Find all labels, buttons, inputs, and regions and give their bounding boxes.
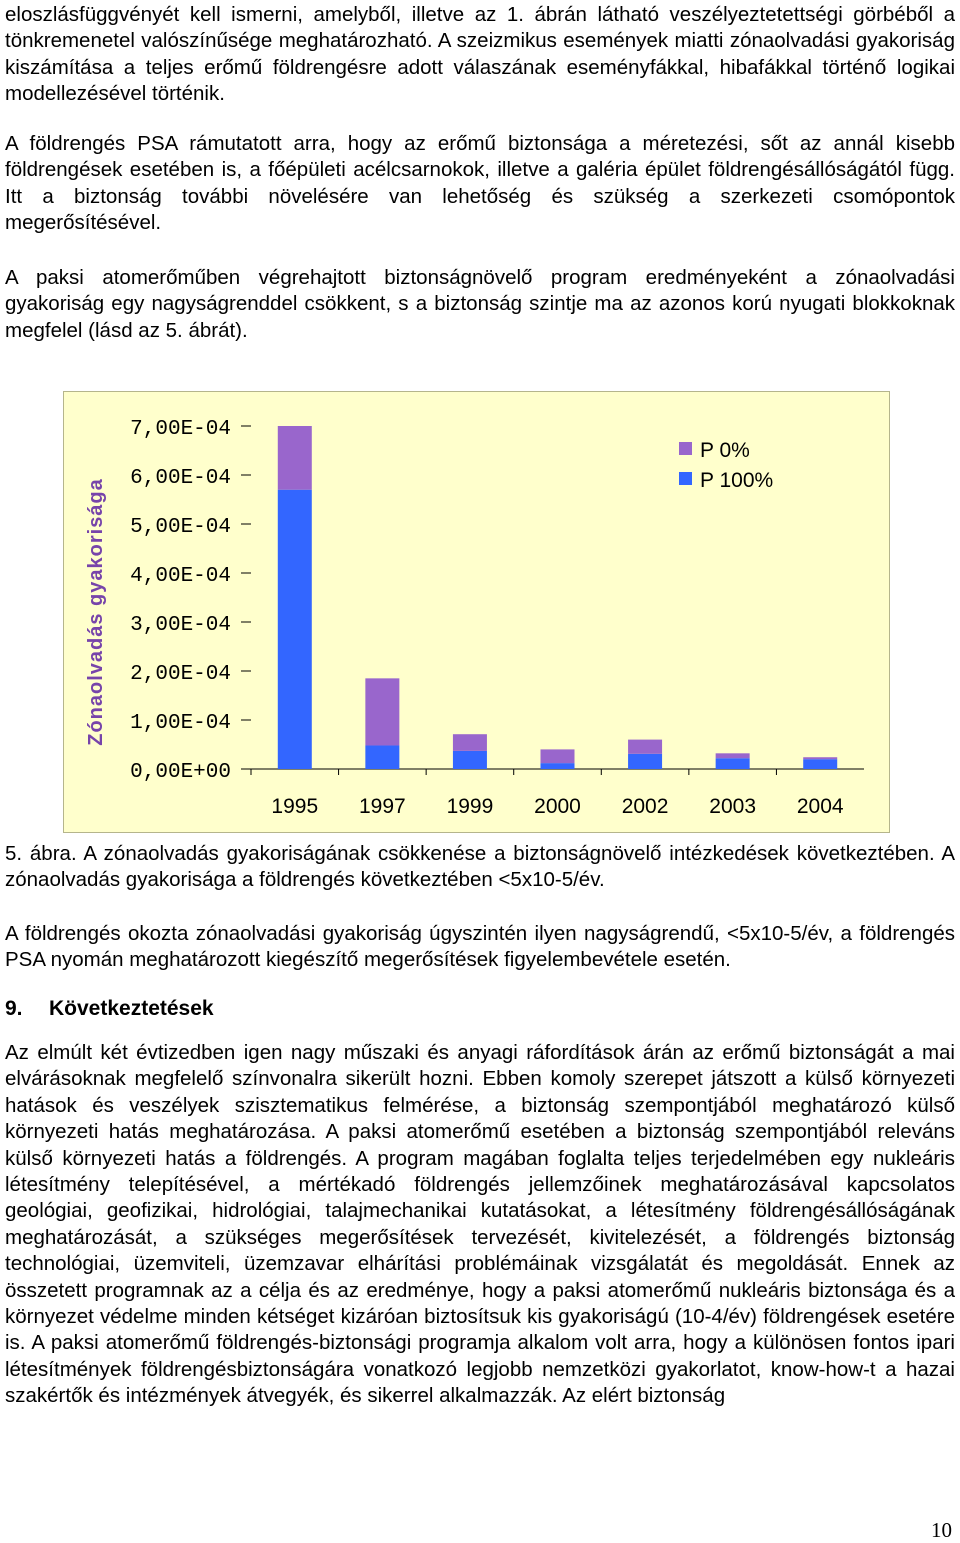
section-title: Következtetések [49,997,214,1020]
x-tick-label: 2003 [709,795,757,818]
paragraph-psa: A földrengés PSA rámutatott arra, hogy az erőmű biztonsága a méretezési, sőt az annál kisebb földrengések esetében is, a főépületi acélcsarnokok, illetve a galéria épület földrengésállóságától függ. Itt a biztonság további növelésére van lehetőség és szükség a szerkezeti csomópontok megerősítésével. [5,132,955,235]
x-tick-label: 1997 [358,795,406,818]
chart-panel [63,391,890,833]
bar-1997-p100 [365,745,399,769]
paragraph-earthquake-frequency: A földrengés okozta zónaolvadási gyakoriság úgyszintén ilyen nagyságrendű, <5x10-5/év, a földrengés PSA nyomán meghatározott kiegészítő megerősítések figyelembevétele esetén. [5,922,955,972]
y-tick-label: 5,00E-04 [130,516,231,539]
x-tick-label: 2000 [534,795,581,818]
x-tick-label: 1995 [271,795,319,818]
y-tick-label: 3,00E-04 [130,614,231,637]
bar-2004-p0 [803,757,837,759]
bar-2002-p100 [628,754,662,769]
x-tick-label: 1999 [446,795,494,818]
bar-2000-p0 [541,749,575,763]
bar-chart [64,392,889,832]
paragraph-paks-program: A paksi atomerőműben végrehajtott biztonságnövelő program eredményeként a zónaolvadási gyakoriság egy nagyságrenddel csökkent, s a biztonság szintje ma az azonos korú nyugati blokkoknak megfelel (lásd az 5. ábrát). [5,266,955,342]
legend-swatch [679,442,692,455]
legend-swatch [679,472,692,485]
y-tick-label: 7,00E-04 [130,418,231,441]
y-tick-label: 1,00E-04 [130,712,231,735]
y-tick-label: 6,00E-04 [130,467,231,490]
y-tick-label: 0,00E+00 [130,761,231,784]
bar-2003-p0 [716,753,750,758]
x-tick-label: 2004 [796,795,844,818]
paragraph-intro: eloszlásfüggvényét kell ismerni, amelyből, illetve az 1. ábrán látható veszélyeztetettségi görbéből a tönkremenetel valószínűsége meghatározható. A szeizmikus események miatti zónaolvadási gyakoriság kiszámítása a teljes erőmű földrengésre adott válaszának eseményfákkal, hibafákkal történő logikai modellezésével történik. [5,3,955,106]
y-axis-label: Zónaolvadás gyakorisága [85,478,107,746]
bar-1999-p100 [453,751,487,769]
bar-2002-p0 [628,740,662,754]
figure-caption: 5. ábra. A zónaolvadás gyakoriságának csökkenése a biztonságnövelő intézkedések következtében. A zónaolvadás gyakorisága a földrengés következtében <5x10-5/év. [5,842,955,892]
paragraph-conclusions: Az elmúlt két évtizedben igen nagy műszaki és anyagi ráfordítások árán az erőmű biztonságát a mai elvárásoknak megfelelő színvonalra sikerült hozni. Ebben komoly szerepet játszott a külső környezeti hatások és veszélyek szisztematikus felmérése, a biztonság szempontjából meghatározó külső környezeti hatás meghatározása. A paksi atomerőmű esetében a biztonság szempontjából releváns külső környezeti hatás a földrengés. A program magában foglalta teljes terjedelmében egy nukleáris létesítmény telepítésével, a mértékadó földrengés jellemzőinek meghatározásával kapcsolatos geológiai, geofizikai, hidrológiai, talajmechanikai kutatásokat, a létesítmény földrengésállóságának meghatározását, a szükséges megerősítések tervezését, kivitelezését, a földrengés biztonság technológiai, üzemviteli, üzemzavar elhárítási problémáinak vizsgálatát és megoldását. Ennek az összetett programnak az a célja és az eredménye, hogy a paksi atomerőmű nukleáris biztonsága és a környezet védelme minden kétséget kizáróan biztosítsuk kis gyakoriságú (10-4/év) földrengések esetére is. A paksi atomerőmű földrengés-biztonsági programja alkalom volt arra, hogy a különösen fontos ipari létesítmények földrengésbiztonságára vonatkozó legjobb nemzetközi gyakorlatot, know-how-t a hazai szakértők és intézmények átvegyék, és sikerrel alkalmazzák. Az elért biztonság [5,1041,955,1408]
y-tick-label: 2,00E-04 [130,663,231,686]
y-tick-label: 4,00E-04 [130,565,231,588]
section-heading [5,997,214,1021]
bar-1999-p0 [453,734,487,751]
bar-2003-p100 [716,758,750,769]
legend-label: P 100% [700,469,774,492]
bar-1997-p0 [365,678,399,745]
x-tick-label: 2002 [621,795,669,818]
legend-label: P 0% [700,439,750,462]
bar-1995-p100 [278,490,312,769]
page-number: 10 [931,1518,952,1542]
bar-2000-p100 [541,763,575,769]
bar-2004-p100 [803,759,837,769]
section-number: 9. [5,997,23,1020]
bar-1995-p0 [278,426,312,490]
